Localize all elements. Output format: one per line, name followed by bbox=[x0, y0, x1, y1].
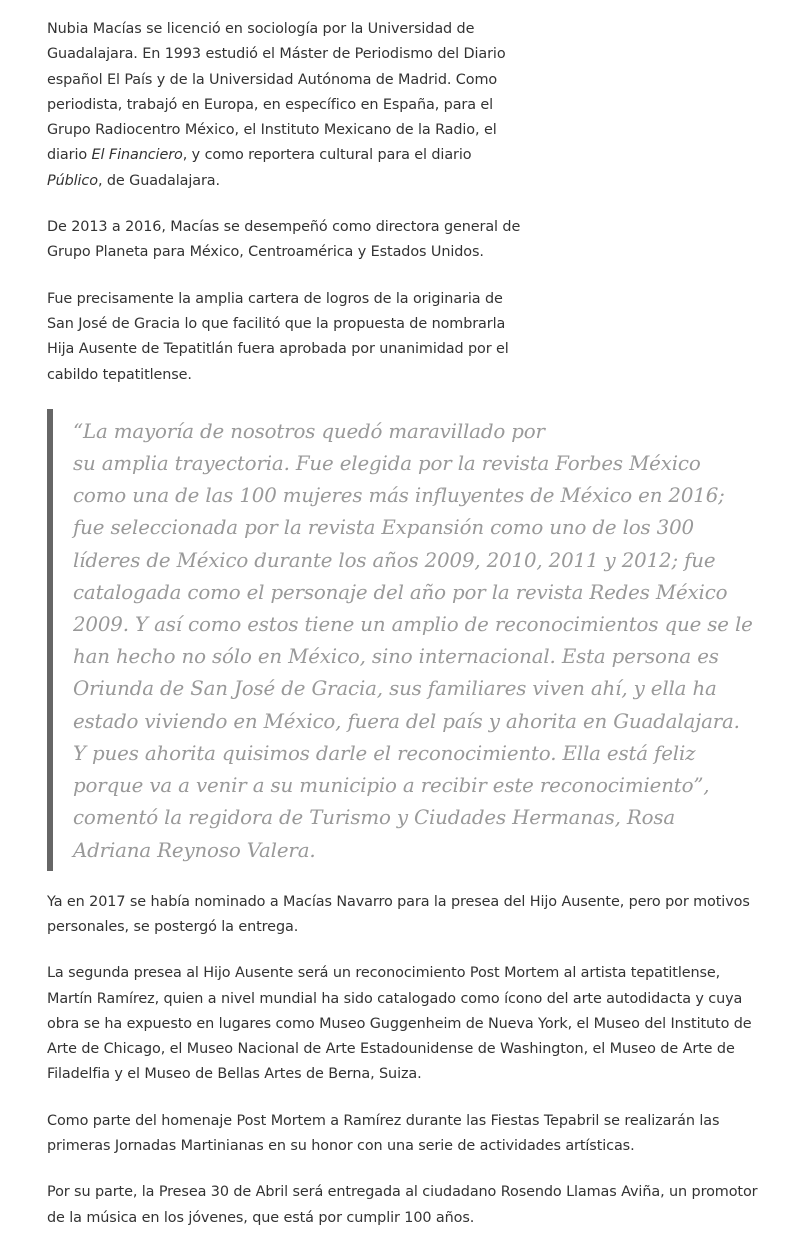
paragraph-text: Nubia Macías se licenció en sociología por la Universidad de Guadalajara. En 1993 estudió el Máster de Periodismo del Diario español El País y de la Universidad Autónoma de Madrid. Como periodista, trabajó en Europa, en específico en España, para el Grupo Radiocentro México, el Instituto Mexicano de la Radio, el diario bbox=[47, 21, 506, 164]
paragraph-martin-ramirez: La segunda presea al Hijo Ausente será un reconocimiento Post Mortem al artista tepatitlense, Martín Ramírez, quien a nivel mundial ha sido catalogado como ícono del arte autodidacta y cuya obra se ha expuesto en lugares como Museo Guggenheim de Nueva York, el Museo del Instituto de Arte de Chicago, el Museo Nacional de Arte Estadounidense de Washington, el Museo de Arte de Filadelfia y el Museo de Bellas Artes de Berna, Suiza. bbox=[47, 965, 752, 1083]
quote-first-line: “La mayoría de nosotros quedó maravillado por bbox=[73, 419, 545, 443]
newspaper-name-publico: Público bbox=[47, 172, 98, 189]
paragraph-presea-30-abril: Por su parte, la Presea 30 de Abril será entregada al ciudadano Rosendo Llamas Aviña, un promotor de la música en los jóvenes, que está por cumplir 100 años. bbox=[47, 1184, 758, 1226]
paragraph-jornadas-martinianas: Como parte del homenaje Post Mortem a Ramírez durante las Fiestas Tepabril se realizarán las primeras Jornadas Martinianas en su honor con una serie de actividades artísticas. bbox=[47, 1112, 720, 1155]
paragraph-nomination-2017: Ya en 2017 se había nominado a Macías Navarro para la presea del Hijo Ausente, pero por motivos personales, se postergó la entrega. bbox=[47, 893, 750, 935]
paragraph-text: , de Guadalajara. bbox=[97, 172, 220, 189]
paragraph-cabildo-approval: Fue precisamente la amplia cartera de logros de la originaria de San José de Gracia lo que facilitó que la propuesta de nombrarla Hija Ausente de Tepatitlán fuera aprobada por unanimidad por el cabildo tepatitlense. bbox=[47, 290, 509, 383]
article-body bbox=[47, 17, 763, 1252]
quote-text: su amplia trayectoria. Fue elegida por la revista Forbes México como una de las 100 mujeres más influyentes de México en 2016; fue seleccionada por la revista Expansión como uno de los 300 líderes de México durante los años 2009, 2010, 2011 y 2012; fue catalogada como el personaje del año por la revista Redes México 2009. Y así como estos tiene un amplio de reconocimientos que se le han hecho no sólo en México, sino internacional. Esta persona es Oriunda de San José de Gracia, sus familiares viven ahí, y ella ha estado viviendo en México, fuera del país y ahorita en Guadalajara. Y pues ahorita quisimos darle el reconocimiento. Ella está feliz porque va a venir a su municipio a recibir este reconocimiento”, comentó la regidora de Turismo y Ciudades Hermanas, Rosa Adriana Reynoso Valera. bbox=[73, 452, 753, 862]
paragraph-biography bbox=[47, 17, 522, 194]
blockquote-regidora bbox=[47, 409, 763, 871]
paragraph-grupo-planeta: De 2013 a 2016, Macías se desempeñó como directora general de Grupo Planeta para México, Centroamérica y Estados Unidos. bbox=[47, 219, 521, 261]
newspaper-name-el-financiero: El Financiero bbox=[91, 147, 183, 164]
paragraph-text: , y como reportera cultural para el diario bbox=[182, 147, 472, 164]
